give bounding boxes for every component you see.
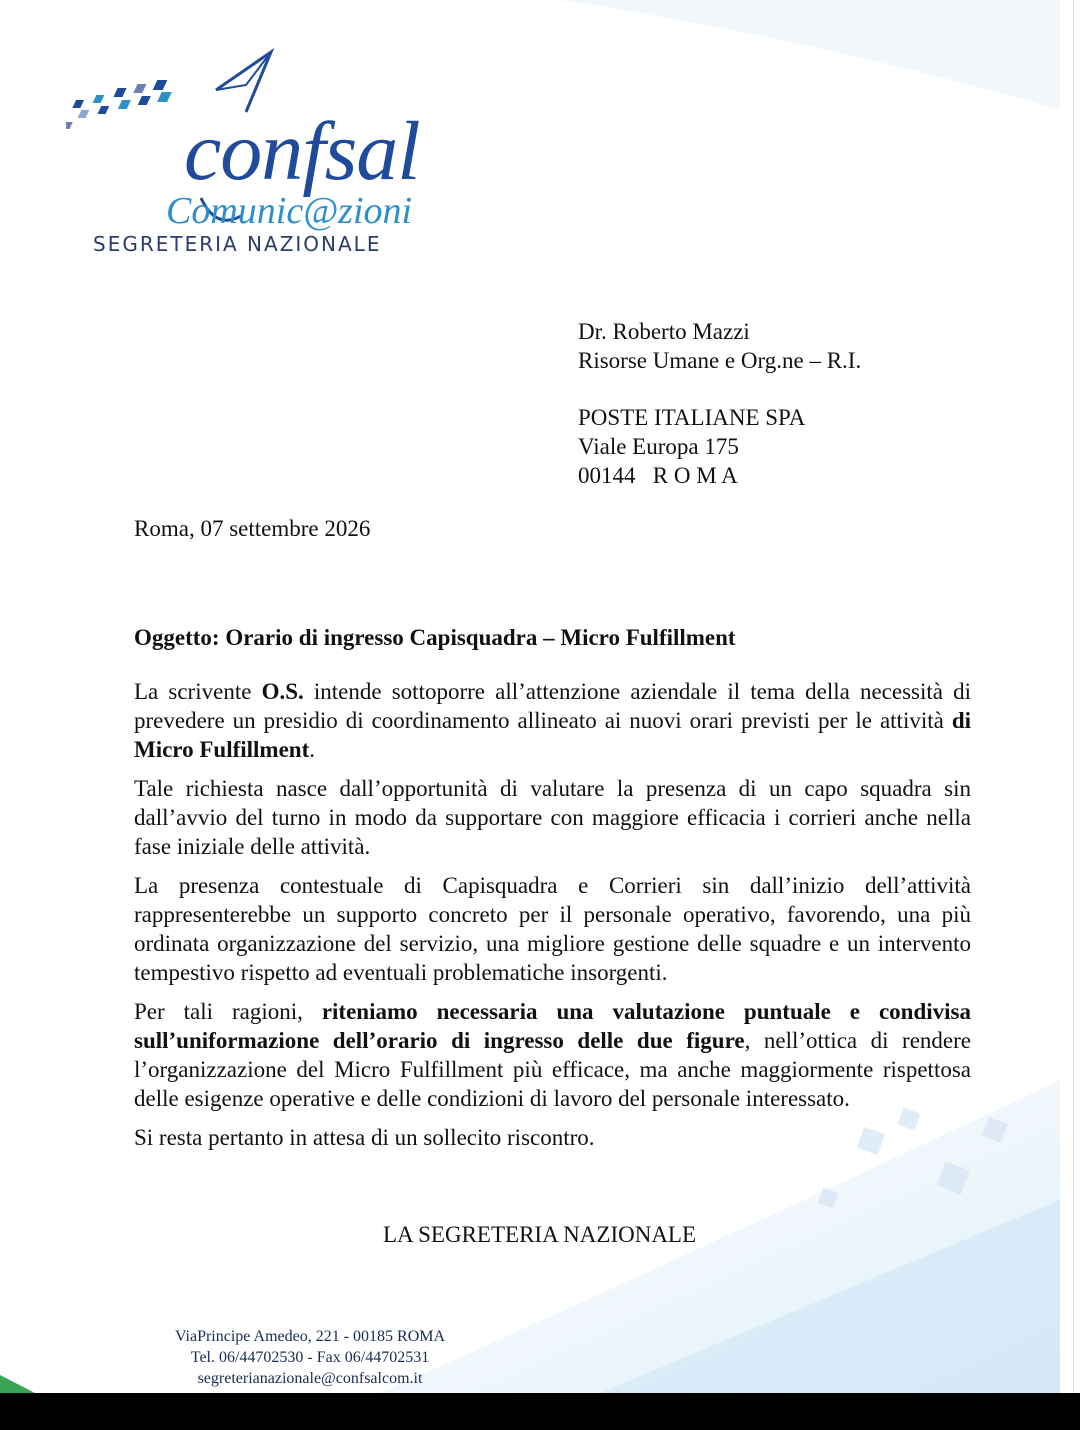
recipient-city: 00144 R O M A xyxy=(578,463,738,488)
recipient-company: POSTE ITALIANE SPA xyxy=(578,405,806,430)
recipient-block xyxy=(578,317,861,490)
body-paragraph-3: La presenza contestuale di Capisquadra e Corrieri sin dall’inizio dell’attività rappresenterebbe un supporto concreto per il personale operativo, favorendo, una più ordinata organizzazione del servizio, una migliore gestione delle squadre e un intervento tempestivo rispetto ad eventuali problematiche insorgenti. xyxy=(134,873,971,985)
page-edge xyxy=(1073,0,1074,1393)
recipient-name: Dr. Roberto Mazzi xyxy=(578,319,750,344)
body-paragraph-4: Per tali ragioni, riteniamo necessaria una valutazione puntuale e condivisa sull’uniformazione dell’orario di ingresso delle due figure, nell’ottica di rendere l’organizzazione del Micro Fulfillment più efficace, ma anche maggiormente rispettosa delle esigenze operative e delle condizioni di lavoro del personale interessato. xyxy=(134,999,972,1111)
body-paragraph-1: La scrivente O.S. intende sottoporre all’attenzione aziendale il tema della necessità di prevedere un presidio di coordinamento allineato ai nuovi orari previsti per le attività di Micro Fulfillment. xyxy=(134,679,972,762)
department-name: SEGRETERIA NAZIONALE xyxy=(93,232,382,256)
confsal-logo xyxy=(66,40,420,232)
body-paragraph-5: Si resta pertanto in attesa di un sollecito riscontro. xyxy=(134,1125,595,1150)
recipient-street: Viale Europa 175 xyxy=(578,434,739,459)
letter-subject: Oggetto: Orario di ingresso Capisquadra – Micro Fulfillment xyxy=(134,625,736,650)
signature: LA SEGRETERIA NAZIONALE xyxy=(383,1222,697,1247)
footer-contacts xyxy=(140,1326,480,1389)
logo-subtitle: Comunic@zioni xyxy=(166,190,413,232)
logo-wordmark: confsal xyxy=(184,105,420,198)
letter-date: Roma, 07 settembre 2026 xyxy=(134,516,371,541)
footer-email: segreterianazionale@confsalcom.it xyxy=(197,1370,423,1387)
body-paragraph-2: Tale richiesta nasce dall’opportunità di valutare la presenza di un capo squadra sin dall’avvio del turno in modo da supportare con maggiore efficacia i corrieri anche nella fase iniziale delle attività. xyxy=(134,776,971,859)
footer-phone: Tel. 06/44702530 - Fax 06/44702531 xyxy=(190,1349,430,1366)
screen-bottom-bar xyxy=(0,1393,1080,1430)
letter-body xyxy=(134,677,971,1162)
recipient-role: Risorse Umane e Org.ne – R.I. xyxy=(578,348,862,373)
footer-address: ViaPrincipe Amedeo, 221 - 00185 ROMA xyxy=(174,1328,446,1345)
